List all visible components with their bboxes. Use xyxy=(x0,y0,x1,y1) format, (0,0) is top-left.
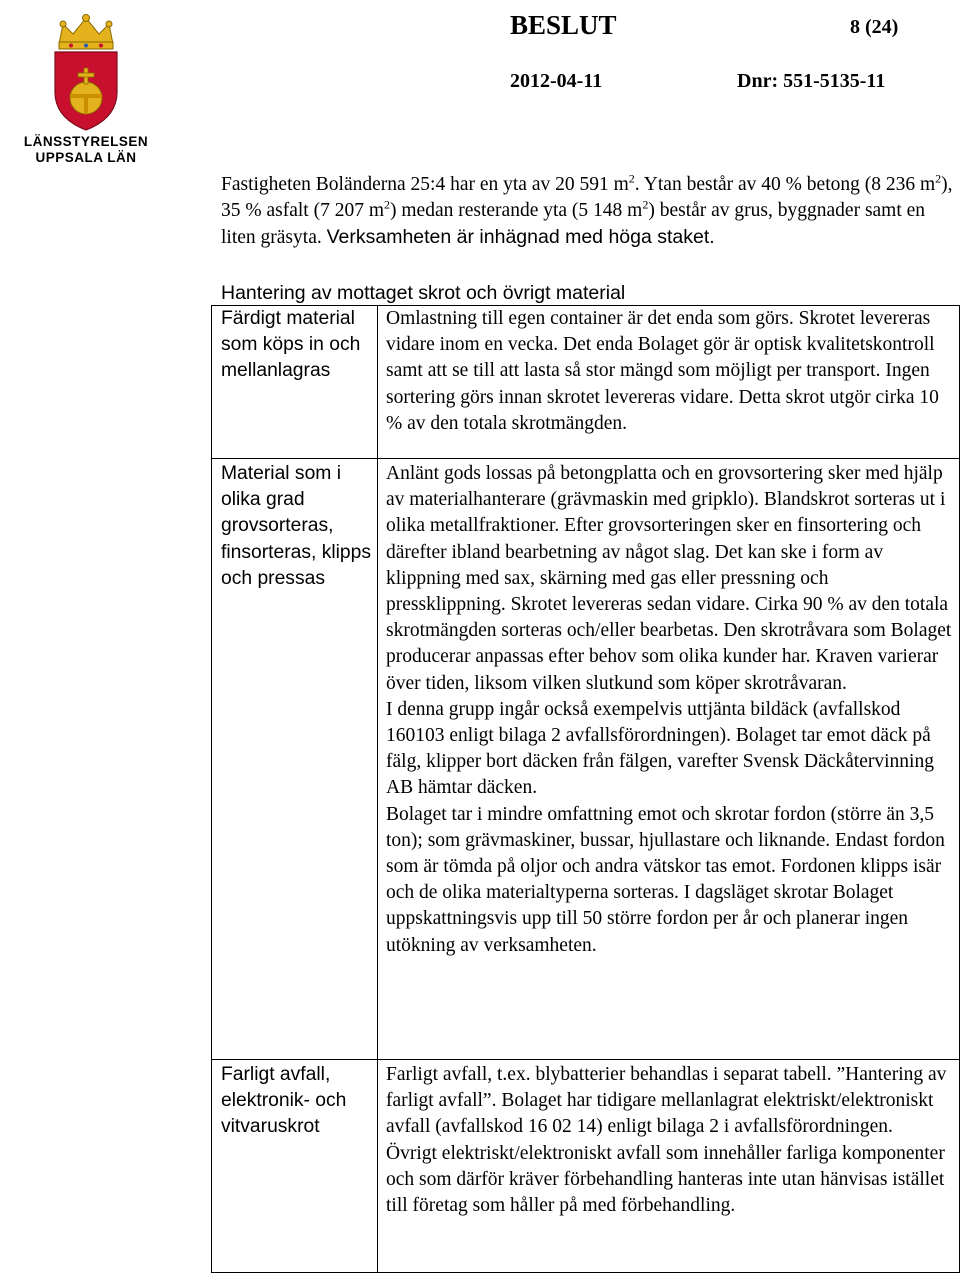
row-paragraph: Farligt avfall, t.ex. blybatterier behandlas i separat tabell. ”Hantering av farligt avfall”. Bolaget har tidigare mellanlagrat elektriskt/elektroniskt avfall (avfallskod 16 02 14) enligt bilaga 2 i avfallsförordningen. xyxy=(386,1064,947,1138)
page-number: 8 (24) xyxy=(850,16,899,38)
row-description-cell xyxy=(378,459,960,1060)
intro-text-5: ) består av grus, byggnader samt en liten gräsyta. xyxy=(221,200,926,249)
logo-text-line2: UPPSALA LÄN xyxy=(35,150,137,165)
intro-sup-2: 2 xyxy=(935,171,942,186)
intro-text-3: ), 35 % asfalt (7 207 m xyxy=(221,174,953,222)
intro-text-6: Verksamheten är inhägnad med höga staket. xyxy=(326,226,715,249)
row-label-cell xyxy=(212,1060,378,1273)
row-label: Material som i olika grad grovsorteras, finsorteras, klipps och pressas xyxy=(221,463,372,589)
intro-text-1: Fastigheten Boländerna 25:4 har en yta av 20 591 m xyxy=(221,174,629,195)
diary-number: Dnr: 551-5135-11 xyxy=(737,70,886,92)
logo-text-line1: LÄNSSTYRELSEN xyxy=(23,134,149,149)
section-heading: Hantering av mottaget skrot och övrigt material xyxy=(221,282,626,304)
document-date: 2012-04-11 xyxy=(510,70,603,92)
intro-text-2: . Ytan består av 40 % betong (8 236 m xyxy=(634,174,936,195)
row-paragraph: I denna grupp ingår också exempelvis uttjänta bildäck (avfallskod 160103 enligt bilaga 2 avfallsförordningen). Bolaget tar emot däck på fälg, klipper bort däcken från fälgen, varefter Svensk Däckåtervinning AB hämtar däcken. xyxy=(386,698,934,799)
material-handling-table xyxy=(211,305,960,1273)
row-paragraph: Anlänt gods lossas på betongplatta och en grovsortering sker med hjälp av materialhanterare (grävmaskin med gripklo). Blandskrot sorteras ut i olika metallfraktioner. Efter grovsorteringen sker en finsortering och därefter ibland bearbetning av något slag. Det kan ske i form av klippning med sax, skärning med gas eller pressning och pressklippning. Skrotet levereras sedan vidare. Cirka 90 % av den totala skrotmängden sorteras och/eller bearbetas. Den skrotråvara som Bolaget producerar anpassas efter behov som olika kunder har. Kraven varierar över tiden, liksom vilken slutkund som köper skrotråvaran. xyxy=(386,463,952,694)
table-row xyxy=(212,1060,960,1273)
row-description-cell xyxy=(378,1060,960,1273)
intro-sup-4: 2 xyxy=(642,197,649,212)
row-paragraph: Övrigt elektriskt/elektroniskt avfall som innehåller farliga komponenter och som därför kräver förbehandling hanteras inte utan hänvisas istället till företag som håller på med förbehandling. xyxy=(386,1142,945,1217)
document-type: BESLUT xyxy=(510,10,617,40)
row-paragraph: Bolaget tar i mindre omfattning emot och skrotar fordon (större än 3,5 ton); som grävmaskiner, bussar, hjullastare och liknande. Endast fordon som är tömda på oljor och andra vätskor tas emot. Fordonen klipps isär och de olika materialtyperna sorteras. I dagsläget skrotar Bolaget uppskattningsvis upp till 50 större fordon per år och planerar ingen utökning av verksamheten. xyxy=(386,803,945,956)
table-row xyxy=(212,306,960,459)
row-description-cell xyxy=(378,306,960,459)
coat-of-arms-icon xyxy=(47,14,125,132)
intro-paragraph xyxy=(221,172,960,252)
intro-sup-3: 2 xyxy=(384,197,391,212)
intro-sup-1: 2 xyxy=(628,171,635,186)
intro-text-4: ) medan resterande yta (5 148 m xyxy=(390,200,643,222)
row-label-cell xyxy=(212,306,378,459)
row-label: Färdigt material som köps in och mellanlagras xyxy=(221,308,361,382)
row-paragraph: Omlastning till egen container är det enda som görs. Skrotet levereras vidare inom en vecka. Det enda Bolaget gör är optisk kvalitetskontroll samt att se till att lasta så stor mängd som möjligt per transport. Ingen sortering görs innan skrotet levereras vidare. Detta skrot utgör cirka 10 % av den totala skrotmängden. xyxy=(386,308,939,434)
table-row xyxy=(212,459,960,1060)
row-label-cell xyxy=(212,459,378,1060)
county-logo xyxy=(18,14,154,184)
row-label: Farligt avfall, elektronik- och vitvaruskrot xyxy=(221,1064,347,1138)
